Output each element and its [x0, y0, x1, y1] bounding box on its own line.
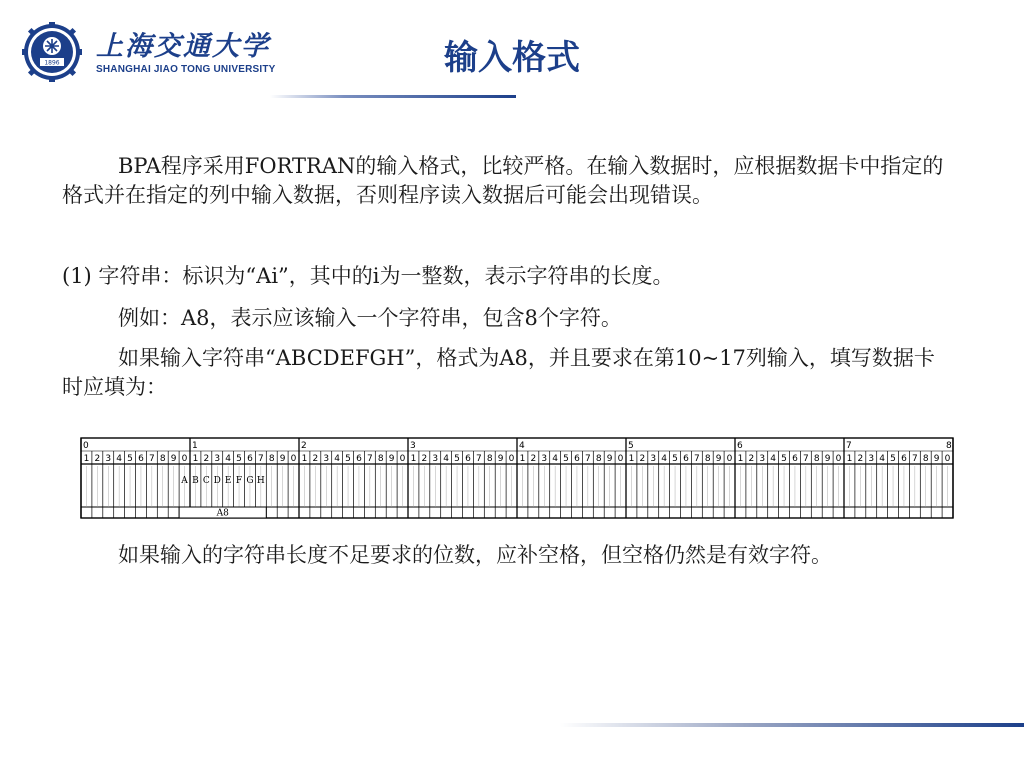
card-decade-label: 4: [519, 441, 525, 451]
card-digit-label: 5: [563, 454, 569, 464]
card-digit-label: 4: [443, 454, 450, 464]
card-digit-label: 9: [497, 454, 504, 464]
card-digit-label: 0: [726, 454, 733, 464]
card-digit-label: 8: [486, 454, 493, 464]
card-digit-label: 1: [192, 454, 199, 464]
page-title: 输入格式: [444, 38, 580, 78]
card-digit-label: 9: [279, 454, 286, 464]
card-digit-label: 5: [781, 454, 787, 464]
card-digit-label: 7: [802, 454, 809, 464]
card-filled-char: A: [181, 476, 188, 486]
card-digit-label: 0: [617, 454, 624, 464]
card-digit-label: 0: [835, 454, 842, 464]
card-digit-label: 7: [693, 454, 700, 464]
card-digit-label: 8: [704, 454, 711, 464]
card-digit-label: 5: [672, 454, 678, 464]
card-digit-label: 2: [312, 454, 319, 464]
card-digit-label: 6: [901, 454, 907, 464]
card-decade-label: 2: [301, 441, 307, 451]
padding-rule-paragraph: 如果输入的字符串长度不足要求的位数，应补空格，但空格仍然是有效字符。: [118, 543, 832, 567]
card-digit-label: 7: [148, 454, 155, 464]
card-decade-label: 8: [946, 441, 952, 451]
university-seal-logo: [22, 22, 82, 82]
card-digit-label: 9: [933, 454, 940, 464]
card-digit-label: 4: [552, 454, 559, 464]
card-digit-label: 0: [944, 454, 951, 464]
footer-rule: [560, 723, 1024, 727]
card-digit-label: 0: [508, 454, 515, 464]
card-digit-label: 8: [595, 454, 602, 464]
card-digit-label: 5: [345, 454, 351, 464]
card-digit-label: 2: [421, 454, 428, 464]
card-digit-label: 2: [530, 454, 537, 464]
card-digit-label: 6: [574, 454, 580, 464]
card-digit-label: 5: [127, 454, 133, 464]
input-example-paragraph: 如果输入字符串“ABCDEFGH”，格式为A8，并且要求在第10~17列输入，填写数据卡时应填为：: [62, 346, 935, 399]
card-digit-label: 1: [301, 454, 308, 464]
university-name-chinese: 上海交通大学: [96, 31, 270, 62]
card-digit-label: 3: [868, 454, 875, 464]
card-filled-char: G: [246, 476, 254, 486]
card-filled-char: H: [256, 476, 265, 486]
card-decade-label: 6: [737, 441, 743, 451]
card-digit-label: 2: [94, 454, 101, 464]
card-digit-label: 5: [890, 454, 896, 464]
card-digit-label: 4: [116, 454, 123, 464]
card-digit-label: 6: [465, 454, 471, 464]
card-format-label: A8: [216, 508, 229, 519]
card-decade-label: 7: [846, 441, 852, 451]
card-digit-label: 4: [334, 454, 341, 464]
data-card-diagram: [80, 437, 954, 519]
card-digit-label: 4: [879, 454, 886, 464]
card-digit-label: 6: [356, 454, 362, 464]
card-digit-label: 5: [454, 454, 460, 464]
card-filled-char: C: [202, 476, 210, 486]
card-digit-label: 2: [748, 454, 755, 464]
card-digit-label: 6: [683, 454, 689, 464]
card-digit-label: 9: [824, 454, 831, 464]
card-digit-label: 9: [715, 454, 722, 464]
card-digit-label: 8: [813, 454, 820, 464]
card-digit-label: 1: [519, 454, 526, 464]
logo-year: 1896: [44, 59, 60, 67]
card-digit-label: 0: [181, 454, 188, 464]
card-digit-label: 7: [911, 454, 918, 464]
card-digit-label: 2: [857, 454, 864, 464]
card-digit-label: 1: [737, 454, 744, 464]
card-digit-label: 9: [170, 454, 177, 464]
intro-paragraph: BPA程序采用FORTRAN的输入格式，比较严格。在输入数据时，应根据数据卡中指定的格式并在指定的列中输入数据，否则程序读入数据后可能会出现错误。: [62, 154, 944, 207]
card-filled-char: E: [224, 476, 232, 486]
card-digit-label: 8: [377, 454, 384, 464]
card-digit-label: 1: [83, 454, 90, 464]
card-filled-char: F: [235, 476, 243, 486]
card-digit-label: 7: [257, 454, 264, 464]
card-decade-label: 1: [192, 441, 198, 451]
card-digit-label: 2: [639, 454, 646, 464]
card-digit-label: 7: [366, 454, 373, 464]
card-digit-label: 0: [399, 454, 406, 464]
title-underline: [270, 95, 516, 98]
card-digit-label: 8: [159, 454, 166, 464]
card-filled-char: B: [192, 476, 199, 486]
card-digit-label: 0: [290, 454, 297, 464]
card-digit-label: 3: [105, 454, 112, 464]
card-filled-char: D: [213, 476, 221, 486]
card-digit-label: 9: [388, 454, 395, 464]
card-digit-label: 2: [203, 454, 210, 464]
card-decade-label: 5: [628, 441, 634, 451]
card-digit-label: 7: [584, 454, 591, 464]
card-digit-label: 3: [214, 454, 221, 464]
card-digit-label: 3: [650, 454, 657, 464]
card-digit-label: 6: [792, 454, 798, 464]
card-digit-label: 3: [432, 454, 439, 464]
card-digit-label: 1: [410, 454, 417, 464]
card-digit-label: 8: [922, 454, 929, 464]
university-name-english: SHANGHAI JIAO TONG UNIVERSITY: [96, 64, 276, 75]
list-item-string-format: (1) 字符串：标识为“Ai”，其中的i为一整数，表示字符串的长度。: [62, 264, 674, 288]
card-digit-label: 4: [225, 454, 232, 464]
card-digit-label: 9: [606, 454, 613, 464]
card-digit-label: 4: [770, 454, 777, 464]
card-digit-label: 7: [475, 454, 482, 464]
card-decade-label: 3: [410, 441, 416, 451]
example-paragraph: 例如：A8，表示应该输入一个字符串，包含8个字符。: [118, 306, 622, 330]
card-digit-label: 6: [138, 454, 144, 464]
card-digit-label: 3: [323, 454, 330, 464]
card-digit-label: 4: [661, 454, 668, 464]
card-digit-label: 1: [846, 454, 853, 464]
card-digit-label: 1: [628, 454, 635, 464]
card-digit-label: 8: [268, 454, 275, 464]
card-digit-label: 3: [759, 454, 766, 464]
card-digit-label: 3: [541, 454, 548, 464]
card-decade-label: 0: [83, 441, 89, 451]
card-digit-label: 6: [247, 454, 253, 464]
card-digit-label: 5: [236, 454, 242, 464]
